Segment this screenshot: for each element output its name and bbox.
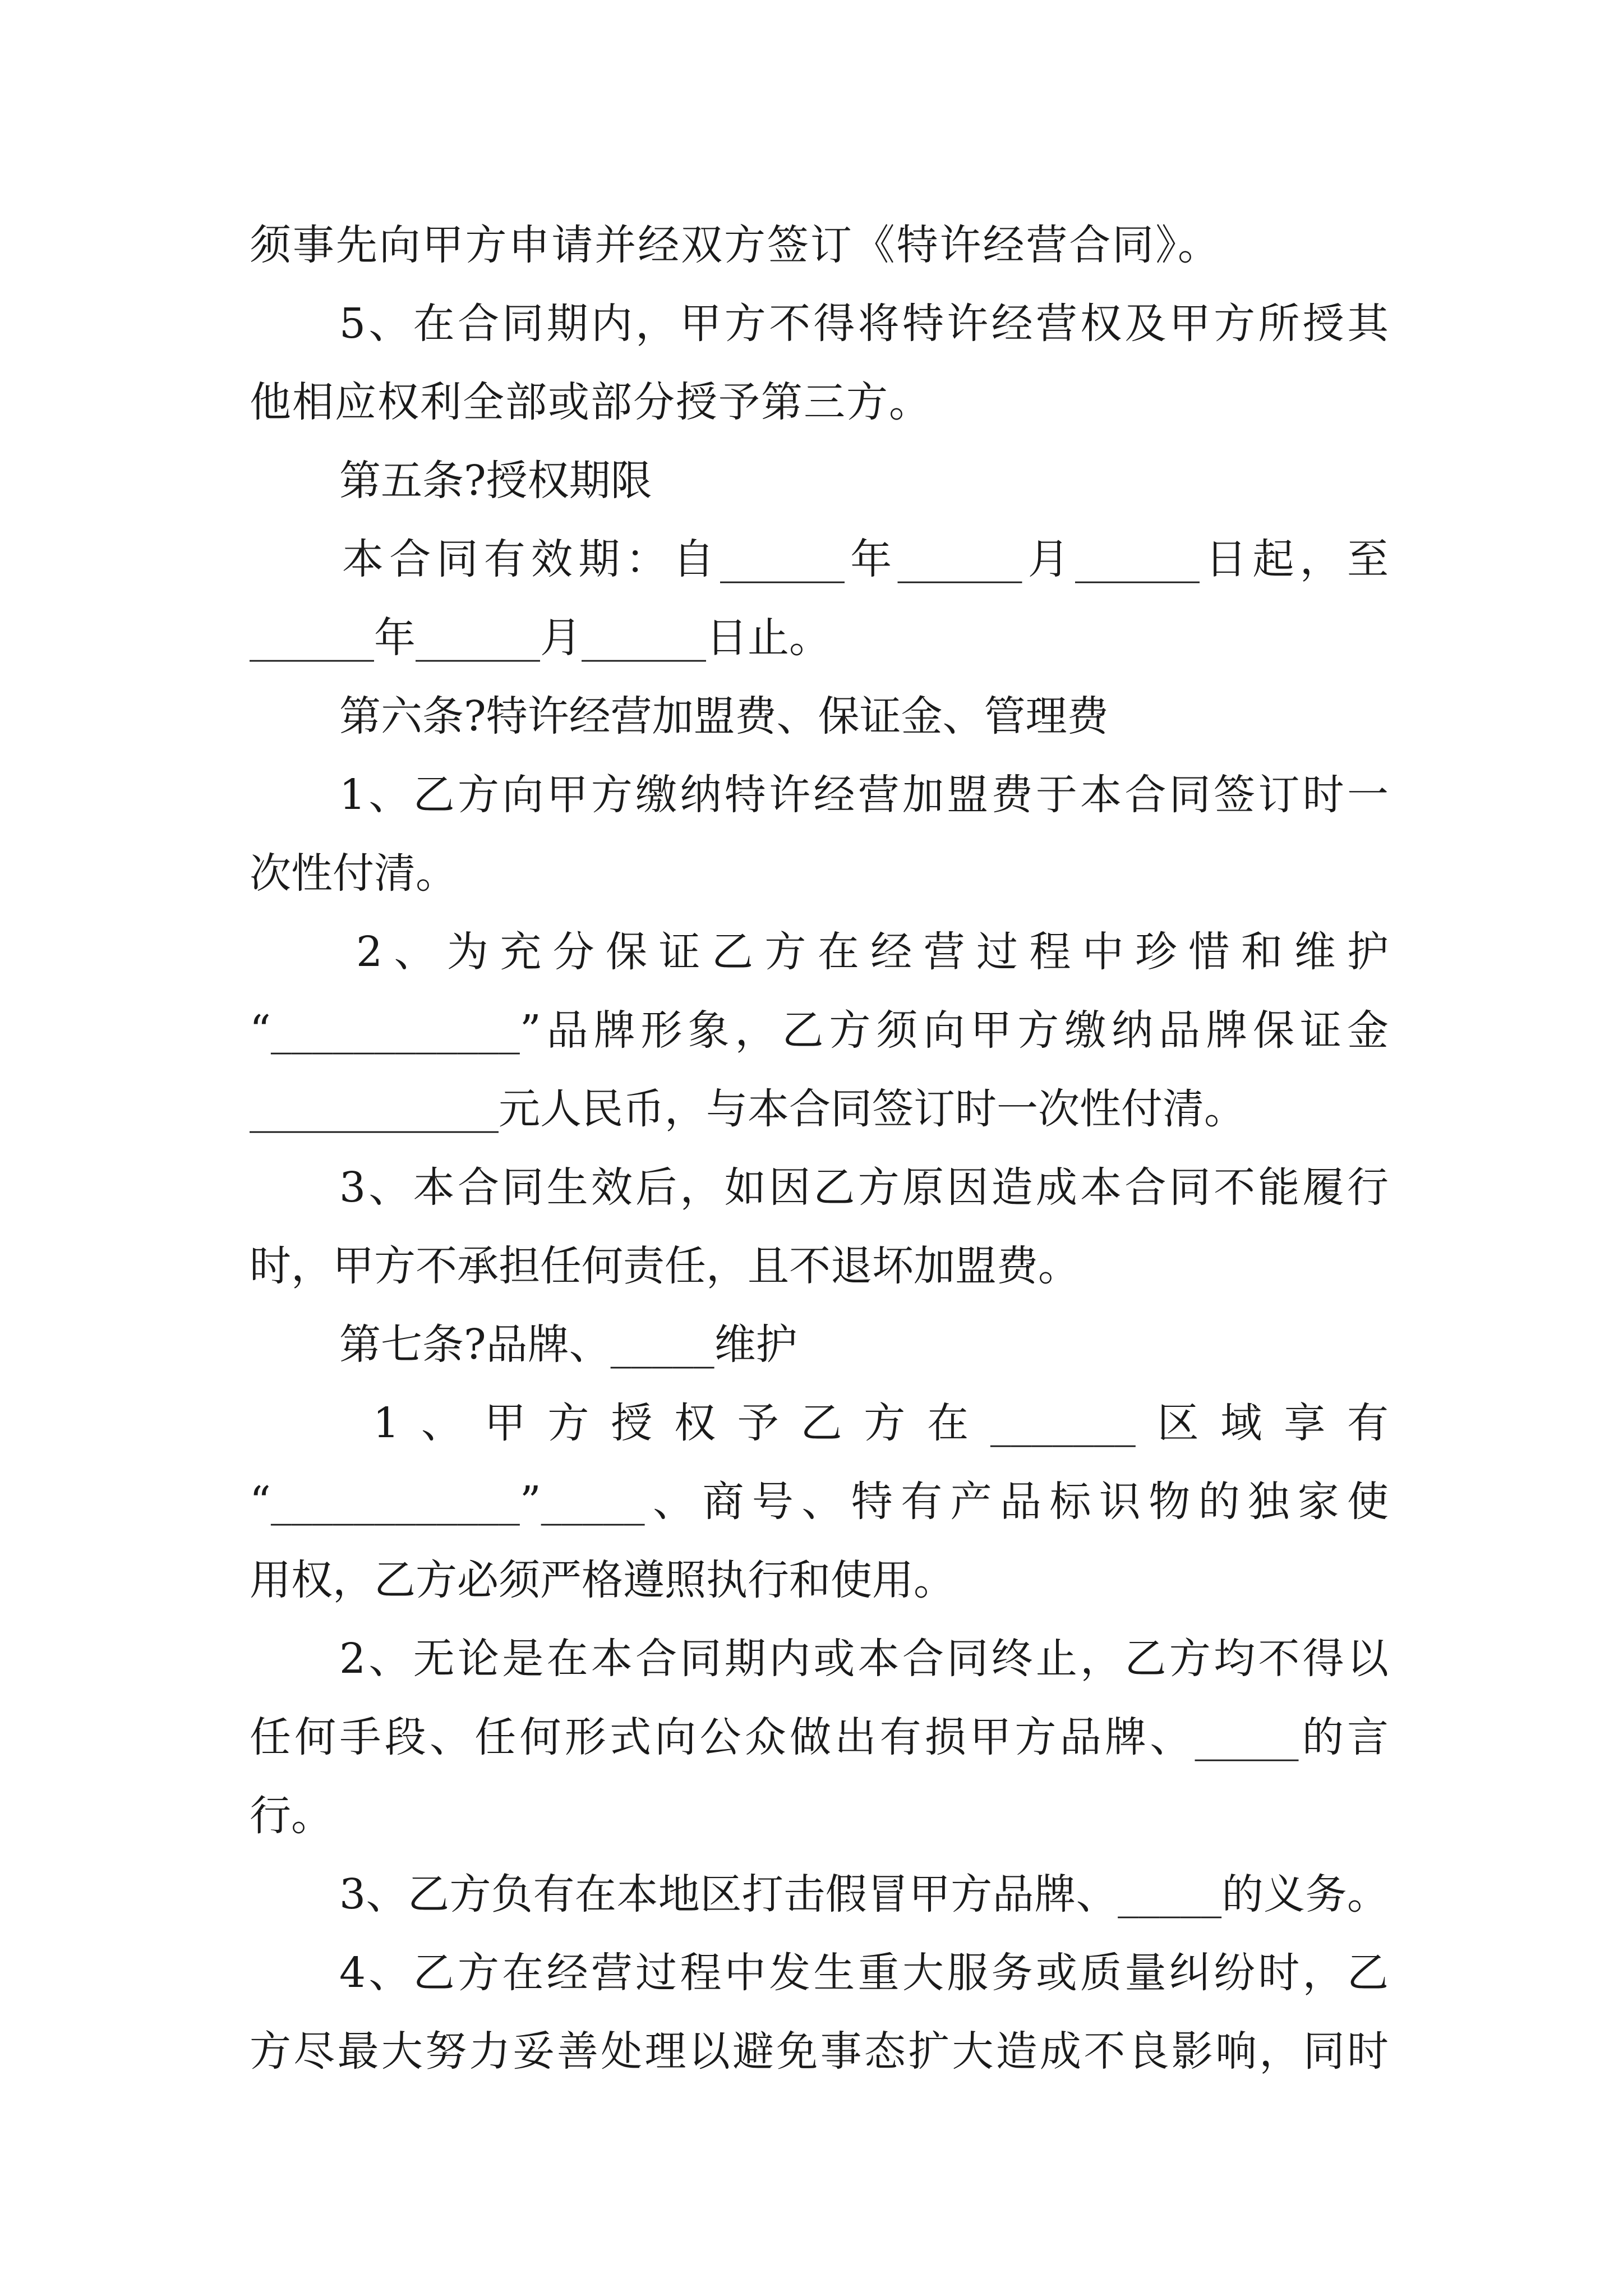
text-line: 方尽最大努力妥善处理以避免事态扩大造成不良影响，同时 bbox=[250, 2027, 1389, 2076]
text-line: “____________”_____、商号、特有产品标识物的独家使 bbox=[250, 1478, 1389, 1526]
text-line: 3、本合同生效后，如因乙方原因造成本合同不能履行 bbox=[339, 1163, 1389, 1212]
text-line: 1、甲方授权予乙方在_______区域享有 bbox=[373, 1399, 1389, 1447]
text-line: 次性付清。 bbox=[250, 849, 457, 898]
text-line: 4、乙方在经营过程中发生重大服务或质量纠纷时，乙 bbox=[339, 1949, 1389, 1997]
text-line: 时，甲方不承担任何责任，且不退坏加盟费。 bbox=[250, 1242, 1080, 1290]
text-line: ______年______月______日止。 bbox=[250, 614, 831, 662]
text-line: 5、在合同期内，甲方不得将特许经营权及甲方所授其 bbox=[339, 300, 1389, 348]
text-line: 用权，乙方必须严格遵照执行和使用。 bbox=[250, 1556, 955, 1604]
text-line: 2、无论是在本合同期内或本合同终止，乙方均不得以 bbox=[339, 1635, 1389, 1683]
text-line: 1、乙方向甲方缴纳特许经营加盟费于本合同签订时一 bbox=[339, 771, 1389, 819]
section-heading: 第七条?品牌、_____维护 bbox=[339, 1320, 797, 1369]
text-line: 本合同有效期：自______年______月______日起，至 bbox=[342, 535, 1389, 583]
text-line: ____________元人民币，与本合同签订时一次性付清。 bbox=[250, 1085, 1246, 1133]
section-heading: 第六条?特许经营加盟费、保证金、管理费 bbox=[339, 692, 1109, 740]
text-line: 行。 bbox=[250, 1792, 333, 1840]
text-line: 3、乙方负有在本地区打击假冒甲方品牌、_____的义务。 bbox=[339, 1870, 1389, 1918]
text-line: “____________”品牌形象，乙方须向甲方缴纳品牌保证金 bbox=[250, 1006, 1389, 1055]
section-heading: 第五条?授权期限 bbox=[339, 457, 652, 505]
text-line: 他相应权利全部或部分授予第三方。 bbox=[250, 378, 930, 426]
text-line: 任何手段、任何形式向公众做出有损甲方品牌、_____的言 bbox=[250, 1713, 1389, 1761]
text-line: 须事先向甲方申请并经双方签订《特许经营合同》。 bbox=[250, 221, 1219, 269]
text-line: 2、为充分保证乙方在经营过程中珍惜和维护 bbox=[356, 928, 1389, 976]
